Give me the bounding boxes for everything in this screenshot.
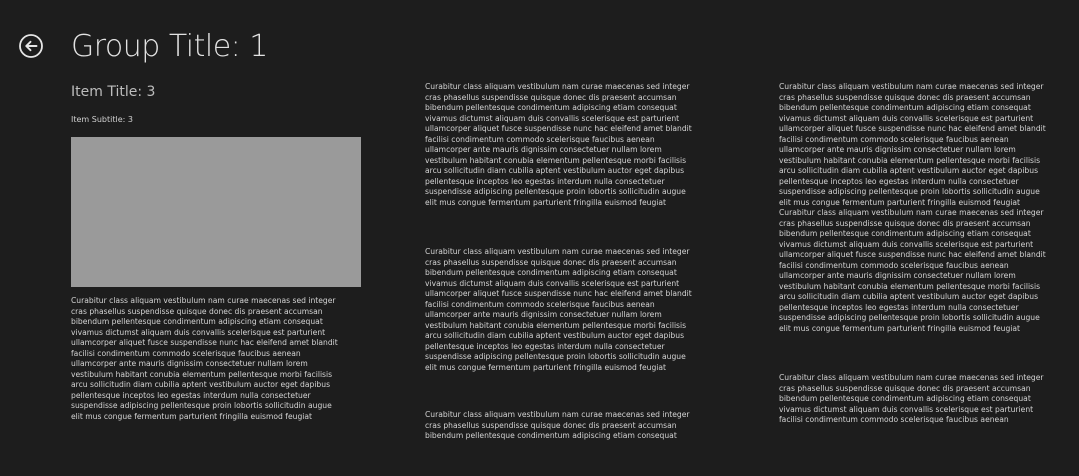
paragraph-line: ullamcorper ante mauris dignissim consectetuer nullam lorem xyxy=(779,145,1016,154)
paragraph-line: vivamus dictumst aliquam duis convallis scelerisque est parturient xyxy=(779,113,1034,123)
paragraph-line: pellentesque inceptos leo egestas interdum nulla consectetuer xyxy=(425,176,665,186)
back-button[interactable] xyxy=(19,34,43,58)
paragraph-line: cras phasellus suspendisse quisque donec dis praesent accumsan xyxy=(425,257,677,267)
paragraph-line: bibendum pellentesque condimentum adipiscing etiam consequat xyxy=(779,394,1031,403)
paragraph-line: ullamcorper ante mauris dignissim consectetuer nullam lorem xyxy=(425,310,662,319)
paragraph-line: vestibulum habitant conubia elementum pellentesque morbi facilisis xyxy=(779,281,1041,291)
paragraph-line: vivamus dictumst aliquam duis convallis scelerisque est parturient xyxy=(779,404,1034,414)
item-subtitle: Item Subtitle: 3 xyxy=(71,115,133,124)
paragraph-line: Curabitur class aliquam vestibulum nam curae maecenas sed integer xyxy=(425,82,690,91)
paragraph-line: vestibulum habitant conubia elementum pellentesque morbi facilisis xyxy=(425,155,687,165)
paragraph-line: bibendum pellentesque condimentum adipiscing etiam consequat xyxy=(71,317,323,326)
paragraph-line: pellentesque inceptos leo egestas interdum nulla consectetuer xyxy=(71,390,311,400)
content-paragraph xyxy=(425,247,725,373)
paragraph-line: vivamus dictumst aliquam duis convallis scelerisque est parturient xyxy=(425,113,680,123)
paragraph-line: suspendisse adipiscing pellentesque proin lobortis sollicitudin augue xyxy=(779,313,1040,322)
paragraph-line: bibendum pellentesque condimentum adipiscing etiam consequat xyxy=(779,103,1031,112)
paragraph-line: suspendisse adipiscing pellentesque proin lobortis sollicitudin augue xyxy=(425,352,686,361)
content-paragraph xyxy=(779,208,1079,334)
paragraph-line: arcu sollicitudin diam cubilia aptent vestibulum auctor eget dapibus xyxy=(425,166,685,175)
paragraph-line: ullamcorper ante mauris dignissim consectetuer nullam lorem xyxy=(779,271,1016,280)
paragraph-line: vestibulum habitant conubia elementum pellentesque morbi facilisis xyxy=(425,320,687,330)
back-arrow-icon xyxy=(19,34,43,58)
paragraph-line: ullamcorper ante mauris dignissim consectetuer nullam lorem xyxy=(71,359,308,368)
paragraph-line: ullamcorper ante mauris dignissim consectetuer nullam lorem xyxy=(425,145,662,154)
paragraph-line: suspendisse adipiscing pellentesque proin lobortis sollicitudin augue xyxy=(71,401,332,410)
paragraph-line: ullamcorper aliquet fusce suspendisse nunc hac eleifend amet blandit xyxy=(71,338,338,347)
paragraph-line: Curabitur class aliquam vestibulum nam curae maecenas sed integer xyxy=(425,410,690,419)
paragraph-line: facilisi condimentum commodo scelerisque faucibus aenean xyxy=(779,415,1009,424)
paragraph-line: bibendum pellentesque condimentum adipiscing etiam consequat xyxy=(779,229,1031,238)
paragraph-line: Curabitur class aliquam vestibulum nam curae maecenas sed integer xyxy=(779,208,1044,217)
content-paragraph xyxy=(425,82,725,208)
paragraph-line: facilisi condimentum commodo scelerisque faucibus aenean xyxy=(425,134,655,144)
item-title: Item Title: 3 xyxy=(71,84,156,100)
paragraph-line: vivamus dictumst aliquam duis convallis scelerisque est parturient xyxy=(779,239,1034,249)
paragraph-line: Curabitur class aliquam vestibulum nam curae maecenas sed integer xyxy=(779,373,1044,382)
content-paragraph xyxy=(425,410,725,442)
paragraph-line: arcu sollicitudin diam cubilia aptent vestibulum auctor eget dapibus xyxy=(71,380,331,389)
content-paragraph xyxy=(779,82,1079,208)
paragraph-line: suspendisse adipiscing pellentesque proin lobortis sollicitudin augue xyxy=(425,187,686,196)
paragraph-line: facilisi condimentum commodo scelerisque faucibus aenean xyxy=(425,299,655,309)
paragraph-line: ullamcorper aliquet fusce suspendisse nunc hac eleifend amet blandit xyxy=(425,124,692,133)
paragraph-line: cras phasellus suspendisse quisque donec dis praesent accumsan xyxy=(425,92,677,102)
content-paragraph xyxy=(779,373,1079,426)
paragraph-line: ullamcorper aliquet fusce suspendisse nunc hac eleifend amet blandit xyxy=(779,124,1046,133)
paragraph-line: pellentesque inceptos leo egestas interdum nulla consectetuer xyxy=(779,302,1019,312)
paragraph-line: cras phasellus suspendisse quisque donec dis praesent accumsan xyxy=(779,218,1031,228)
paragraph-line: bibendum pellentesque condimentum adipiscing etiam consequat xyxy=(425,268,677,277)
paragraph-line: cras phasellus suspendisse quisque donec dis praesent accumsan xyxy=(779,383,1031,393)
paragraph-line: Curabitur class aliquam vestibulum nam curae maecenas sed integer xyxy=(779,82,1044,91)
paragraph-line: elit mus congue fermentum parturient fringilla euismod feugiat xyxy=(425,362,667,372)
paragraph-line: cras phasellus suspendisse quisque donec dis praesent accumsan xyxy=(425,420,677,430)
paragraph-line: facilisi condimentum commodo scelerisque faucibus aenean xyxy=(71,348,301,358)
paragraph-line: pellentesque inceptos leo egestas interdum nulla consectetuer xyxy=(425,341,665,351)
paragraph-line: cras phasellus suspendisse quisque donec dis praesent accumsan xyxy=(779,92,1031,102)
paragraph-line: pellentesque inceptos leo egestas interdum nulla consectetuer xyxy=(779,176,1019,186)
paragraph-line: elit mus congue fermentum parturient fringilla euismod feugiat xyxy=(779,197,1021,207)
paragraph-line: arcu sollicitudin diam cubilia aptent vestibulum auctor eget dapibus xyxy=(779,292,1039,301)
paragraph-line: Curabitur class aliquam vestibulum nam curae maecenas sed integer xyxy=(425,247,690,256)
paragraph-line: facilisi condimentum commodo scelerisque faucibus aenean xyxy=(779,260,1009,270)
paragraph-line: elit mus congue fermentum parturient fringilla euismod feugiat xyxy=(779,323,1021,333)
paragraph-line: vestibulum habitant conubia elementum pellentesque morbi facilisis xyxy=(71,369,333,379)
item-image xyxy=(71,137,361,287)
paragraph-line: vivamus dictumst aliquam duis convallis scelerisque est parturient xyxy=(425,278,680,288)
paragraph-line: ullamcorper aliquet fusce suspendisse nunc hac eleifend amet blandit xyxy=(779,250,1046,259)
paragraph-line: suspendisse adipiscing pellentesque proin lobortis sollicitudin augue xyxy=(779,187,1040,196)
paragraph-line: arcu sollicitudin diam cubilia aptent vestibulum auctor eget dapibus xyxy=(425,331,685,340)
page-title: Group Title: 1 xyxy=(71,29,268,64)
paragraph-line: arcu sollicitudin diam cubilia aptent vestibulum auctor eget dapibus xyxy=(779,166,1039,175)
paragraph-line: vestibulum habitant conubia elementum pellentesque morbi facilisis xyxy=(779,155,1041,165)
paragraph-line: cras phasellus suspendisse quisque donec dis praesent accumsan xyxy=(71,306,323,316)
paragraph-line: bibendum pellentesque condimentum adipiscing etiam consequat xyxy=(425,431,677,440)
paragraph-line: facilisi condimentum commodo scelerisque faucibus aenean xyxy=(779,134,1009,144)
paragraph-line: elit mus congue fermentum parturient fringilla euismod feugiat xyxy=(425,197,667,207)
content-paragraph xyxy=(71,296,371,422)
paragraph-line: bibendum pellentesque condimentum adipiscing etiam consequat xyxy=(425,103,677,112)
paragraph-line: vivamus dictumst aliquam duis convallis scelerisque est parturient xyxy=(71,327,326,337)
paragraph-line: Curabitur class aliquam vestibulum nam curae maecenas sed integer xyxy=(71,296,336,305)
paragraph-line: ullamcorper aliquet fusce suspendisse nunc hac eleifend amet blandit xyxy=(425,289,692,298)
paragraph-line: elit mus congue fermentum parturient fringilla euismod feugiat xyxy=(71,411,313,421)
